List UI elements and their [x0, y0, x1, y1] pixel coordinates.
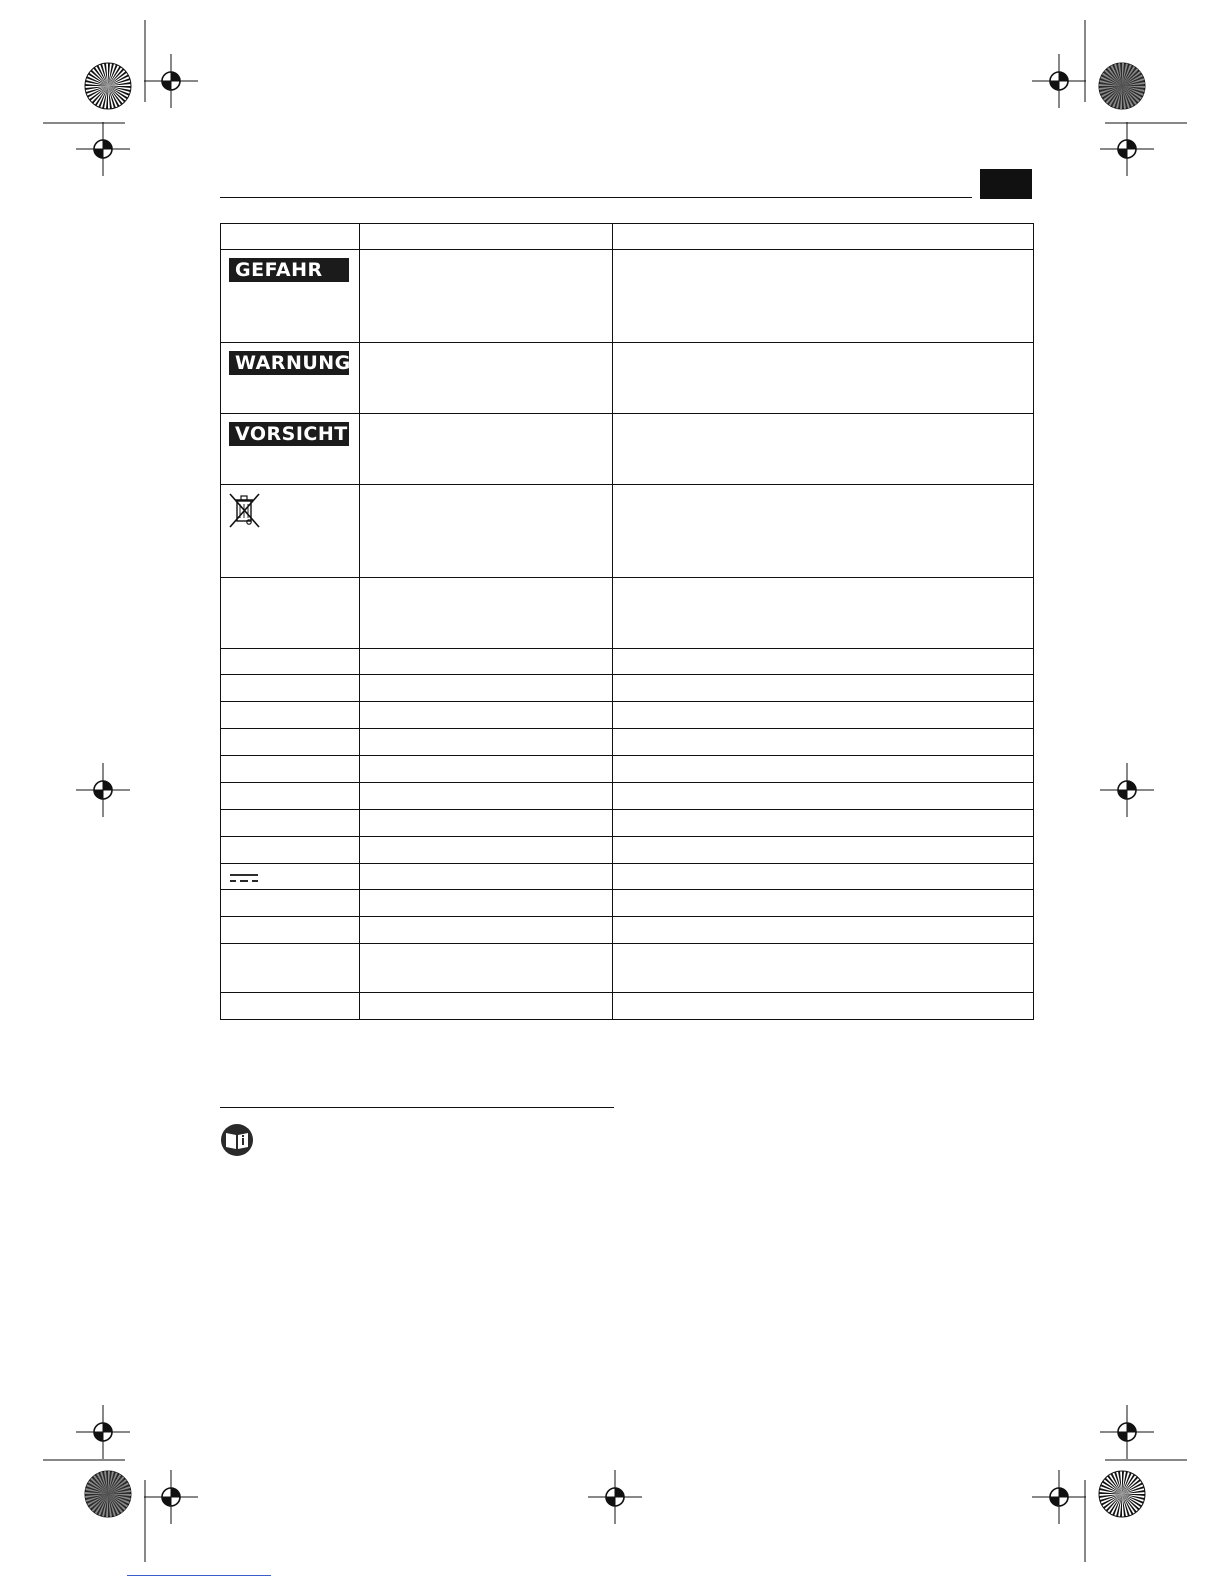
table-row: [221, 729, 1034, 756]
table-row: [221, 890, 1034, 917]
symbol-cell: [221, 783, 360, 810]
symbol-cell: [221, 414, 360, 485]
footer-link-underline: [127, 1575, 271, 1576]
symbol-cell: [221, 649, 360, 675]
table-row: [221, 864, 1034, 890]
symbol-table: [220, 223, 1034, 1020]
symbol-cell: [221, 864, 360, 890]
meaning-cell: [360, 343, 613, 414]
symbol-cell: [221, 250, 360, 343]
description-cell: [613, 485, 1034, 578]
description-cell: [613, 917, 1034, 944]
table-row: [221, 578, 1034, 649]
registration-sunburst: [1099, 1471, 1145, 1517]
meaning-cell: [360, 837, 613, 864]
header-meaning: [360, 224, 613, 250]
table-row: [221, 783, 1034, 810]
symbol-cell: [221, 729, 360, 756]
symbol-cell: [221, 890, 360, 917]
table-row: [221, 414, 1034, 485]
description-cell: [613, 756, 1034, 783]
symbol-cell: [221, 810, 360, 837]
meaning-cell: [360, 783, 613, 810]
header-symbol: [221, 224, 360, 250]
symbol-cell: [221, 837, 360, 864]
table-row: [221, 810, 1034, 837]
description-cell: [613, 729, 1034, 756]
table-row: [221, 675, 1034, 702]
registration-sunburst: [85, 1471, 131, 1517]
meaning-cell: [360, 578, 613, 649]
meaning-cell: [360, 993, 613, 1020]
description-cell: [613, 864, 1034, 890]
description-cell: [613, 343, 1034, 414]
meaning-cell: [360, 675, 613, 702]
table-row: [221, 917, 1034, 944]
symbol-cell: [221, 578, 360, 649]
meaning-cell: [360, 485, 613, 578]
symbol-cell: [221, 485, 360, 578]
table-row: [221, 702, 1034, 729]
header-rule: [220, 197, 972, 198]
meaning-cell: [360, 810, 613, 837]
warnung-badge: WARNUNG: [229, 351, 349, 375]
description-cell: [613, 783, 1034, 810]
meaning-cell: [360, 917, 613, 944]
meaning-cell: [360, 729, 613, 756]
description-cell: [613, 675, 1034, 702]
meaning-cell: [360, 944, 613, 993]
table-row: [221, 485, 1034, 578]
header-description: [613, 224, 1034, 250]
meaning-cell: [360, 890, 613, 917]
table-row: [221, 343, 1034, 414]
table-row: [221, 944, 1034, 993]
direct-current-icon: [229, 872, 259, 884]
description-cell: [613, 837, 1034, 864]
description-cell: [613, 250, 1034, 343]
symbol-cell: [221, 993, 360, 1020]
symbol-cell: [221, 944, 360, 993]
description-cell: [613, 810, 1034, 837]
description-cell: [613, 890, 1034, 917]
description-cell: [613, 414, 1034, 485]
meaning-cell: [360, 649, 613, 675]
symbol-cell: [221, 702, 360, 729]
description-cell: [613, 993, 1034, 1020]
symbol-cell: [221, 343, 360, 414]
table-header-row: [221, 224, 1034, 250]
table-row: [221, 250, 1034, 343]
meaning-cell: [360, 250, 613, 343]
weee-crossed-bin-icon: [227, 491, 263, 529]
section-rule: [220, 1107, 614, 1108]
registration-sunburst: [85, 63, 131, 109]
meaning-cell: [360, 756, 613, 783]
read-manual-icon: [220, 1123, 254, 1157]
description-cell: [613, 649, 1034, 675]
gefahr-badge: GEFAHR: [229, 258, 349, 282]
table-row: [221, 993, 1034, 1020]
registration-sunburst: [1099, 63, 1145, 109]
meaning-cell: [360, 864, 613, 890]
table-row: [221, 837, 1034, 864]
symbol-cell: [221, 917, 360, 944]
table-row: [221, 649, 1034, 675]
description-cell: [613, 702, 1034, 729]
description-cell: [613, 578, 1034, 649]
meaning-cell: [360, 702, 613, 729]
meaning-cell: [360, 414, 613, 485]
description-cell: [613, 944, 1034, 993]
symbol-cell: [221, 756, 360, 783]
vorsicht-badge: VORSICHT: [229, 422, 349, 446]
symbol-cell: [221, 675, 360, 702]
table-row: [221, 756, 1034, 783]
language-tab: [980, 169, 1032, 199]
